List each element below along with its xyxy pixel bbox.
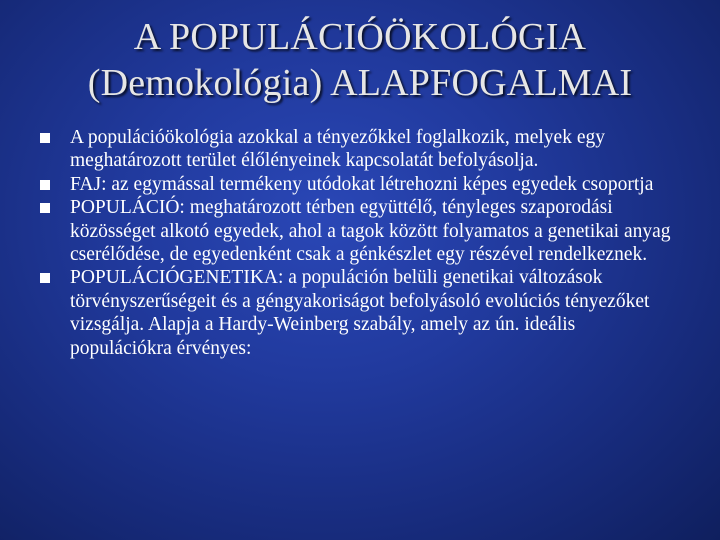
bullet-text: POPULÁCIÓ: meghatározott térben együttélő, tényleges szaporodási közösséget alkotó egyedek, ahol a tagok között folyamatos a genetikai anyag cserélődése, de egyedenként csak a génkészlet egy részével rendelkeznek. [70,197,671,266]
bullet-list [40,126,680,360]
square-bullet-icon [40,133,50,143]
bullet-item [40,173,680,196]
square-bullet-icon [40,273,50,283]
slide-title [20,14,700,106]
title-line-1: A POPULÁCIÓÖKOLÓGIA [133,16,587,58]
square-bullet-icon [40,180,50,190]
bullet-item [40,196,680,266]
bullet-text: A populációökológia azokkal a tényezőkkel foglalkozik, melyek egy meghatározott terület élőlényeinek kapcsolatát befolyásolja. [70,127,605,172]
bullet-text: FAJ: az egymással termékeny utódokat létrehozni képes egyedek csoportja [70,173,654,195]
bullet-item [40,126,680,173]
bullet-text: POPULÁCIÓGENETIKA: a populáción belüli genetikai változások törvényszerűségeit és a géngyakoriságot befolyásoló evolúciós tényezőket vizsgálja. Alapja a Hardy-Weinberg szabály, amely az ún. ideális populációkra érvényes: [70,267,650,359]
bullet-item [40,266,680,360]
title-line-2: (Demokológia) ALAPFOGALMAI [87,62,633,104]
square-bullet-icon [40,203,50,213]
